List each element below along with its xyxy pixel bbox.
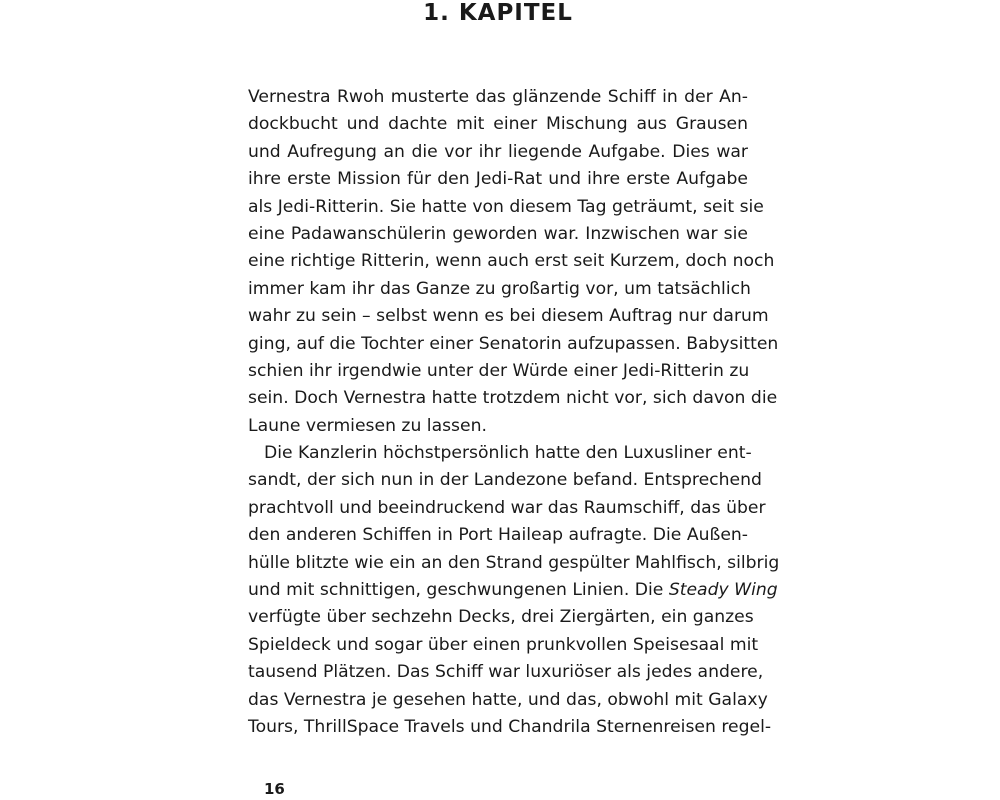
text-line: sandt, der sich nun in der Landezone befand. Entsprechend [248, 470, 762, 491]
paragraph-2 [248, 440, 780, 741]
text-line: eine Padawanschülerin geworden war. Inzwischen war sie [248, 223, 748, 244]
text-line: eine richtige Ritterin, wenn auch erst seit Kurzem, doch noch [248, 251, 775, 272]
text-line: prachtvoll und beeindruckend war das Raumschiff, das über [248, 497, 766, 518]
text-line: dockbucht und dachte mit einer Mischung aus Grausen [248, 114, 748, 135]
text-segment: und mit schnittigen, geschwungenen Linien. Die [248, 580, 669, 601]
text-line: hülle blitzte wie ein an den Strand gespülter Mahlfisch, silbrig [248, 552, 780, 573]
text-line: Tours, ThrillSpace Travels und Chandrila Sternenreisen regel- [248, 716, 772, 737]
text-line-with-ship-name [248, 577, 778, 604]
text-line: das Vernestra je gesehen hatte, und das, obwohl mit Galaxy [248, 689, 768, 710]
book-page [248, 0, 780, 800]
text-line: immer kam ihr das Ganze zu großartig vor, um tatsächlich [248, 278, 751, 299]
text-line: Laune vermiesen zu lassen. [248, 415, 487, 436]
text-line: ihre erste Mission für den Jedi-Rat und ihre erste Aufgabe [248, 169, 748, 190]
text-line: Die Kanzlerin höchstpersönlich hatte den Luxusliner ent- [264, 443, 752, 464]
text-line: Spieldeck und sogar über einen prunkvollen Speisesaal mit [248, 634, 759, 655]
text-line: den anderen Schiffen in Port Haileap aufragte. Die Außen- [248, 525, 748, 546]
body-text [248, 84, 780, 741]
text-line: verfügte über sechzehn Decks, drei Ziergärten, ein ganzes [248, 607, 754, 628]
text-line: schien ihr irgendwie unter der Würde einer Jedi-Ritterin zu [248, 360, 750, 381]
text-line: Vernestra Rwoh musterte das glänzende Schiff in der An- [248, 87, 748, 107]
text-line: als Jedi-Ritterin. Sie hatte von diesem Tag geträumt, seit sie [248, 196, 764, 217]
ship-name: Steady Wing [668, 580, 778, 601]
chapter-title: 1. KAPITEL [423, 0, 573, 26]
text-line: sein. Doch Vernestra hatte trotzdem nicht vor, sich davon die [248, 388, 778, 409]
text-line: tausend Plätzen. Das Schiff war luxuriöser als jedes andere, [248, 662, 764, 683]
text-line: wahr zu sein – selbst wenn es bei diesem Auftrag nur darum [248, 306, 769, 327]
text-line: ging, auf die Tochter einer Senatorin aufzupassen. Babysitten [248, 333, 779, 354]
paragraph-1 [248, 84, 779, 440]
text-line: und Aufregung an die vor ihr liegende Aufgabe. Dies war [248, 141, 748, 162]
page-number: 16 [264, 780, 285, 798]
